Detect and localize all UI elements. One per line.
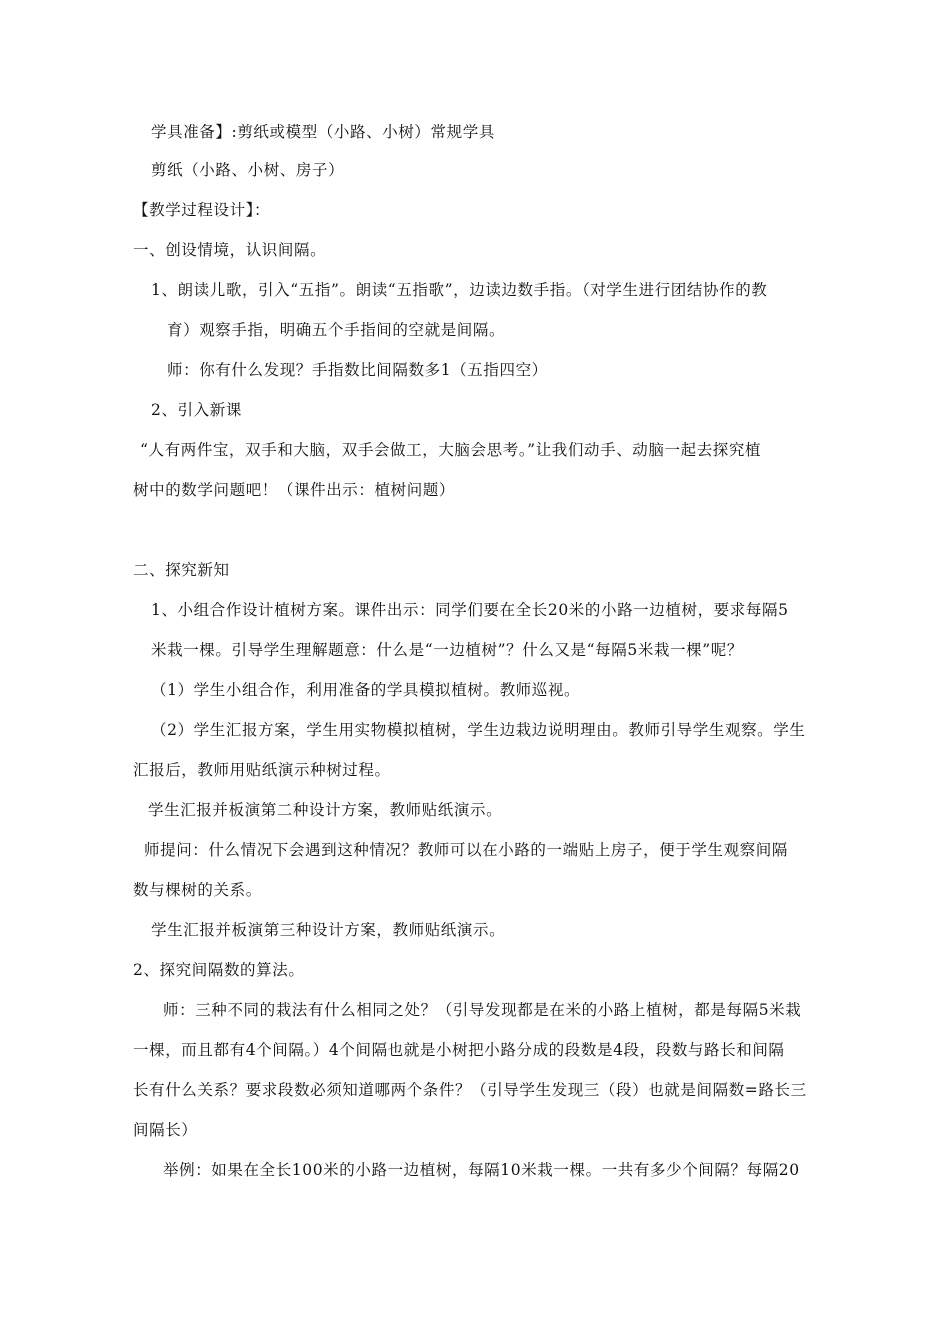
text-line: 学生汇报并板演第二种设计方案，教师贴纸演示。: [148, 801, 503, 819]
text-line: 一棵，而且都有4个间隔。）4个间隔也就是小树把小路分成的段数是4段，段数与路长和间隔: [133, 1041, 785, 1059]
text-line: “人有两件宝，双手和大脑，双手会做工，大脑会思考。”让我们动手、动脑一起去探究植: [140, 441, 762, 459]
text-line: 1、朗读儿歌，引入“五指”。朗读“五指歌”，边读边数手指。（对学生进行团结协作的教: [151, 281, 768, 299]
text-line: 学生汇报并板演第三种设计方案，教师贴纸演示。: [151, 921, 506, 939]
text-line: （1）学生小组合作，利用准备的学具模拟植树。教师巡视。: [151, 681, 581, 699]
text-line: 1、小组合作设计植树方案。课件出示：同学们要在全长20米的小路一边植树，要求每隔5: [151, 601, 789, 619]
text-line: 间隔长）: [133, 1121, 198, 1139]
text-line: 米栽一棵。引导学生理解题意：什么是“一边植树”？什么又是“每隔5米栽一棵”呢？: [151, 641, 743, 659]
text-line: 长有什么关系？要求段数必须知道哪两个条件？（引导学生发现三（段）也就是间隔数=路长三: [133, 1081, 807, 1099]
text-line: 举例：如果在全长100米的小路一边植树，每隔10米栽一棵。一共有多少个间隔？每隔20: [163, 1161, 800, 1179]
text-line-paper-cutouts: 剪纸（小路、小树、房子）: [151, 161, 345, 179]
text-line: 师提问：什么情况下会遇到这种情况？教师可以在小路的一端贴上房子，便于学生观察间隔: [144, 841, 789, 859]
text-line-materials: 学具准备】:剪纸或模型（小路、小树）常规学具: [151, 123, 495, 141]
text-line: 汇报后，教师用贴纸演示种树过程。: [133, 761, 391, 779]
text-line: 育）观察手指，明确五个手指间的空就是间隔。: [167, 321, 506, 339]
text-line: 师：三种不同的栽法有什么相同之处？（引导发现都是在米的小路上植树，都是每隔5米栽: [163, 1001, 802, 1019]
text-line: 树中的数学问题吧！（课件出示：植树问题）: [133, 481, 456, 499]
text-line: 师：你有什么发现？手指数比间隔数多1（五指四空）: [167, 361, 548, 379]
text-line: （2）学生汇报方案，学生用实物模拟植树，学生边栽边说明理由。教师引导学生观察。学生: [151, 721, 806, 739]
text-line: 2、引入新课: [151, 401, 242, 419]
subsection-heading: 2、探究间隔数的算法。: [133, 961, 305, 979]
section-heading-two: 二、探究新知: [133, 561, 230, 579]
section-heading-one: 一、创设情境，认识间隔。: [133, 241, 327, 259]
section-heading-process: 【教学过程设计】：: [133, 201, 271, 219]
text-line: 数与棵树的关系。: [133, 881, 262, 899]
